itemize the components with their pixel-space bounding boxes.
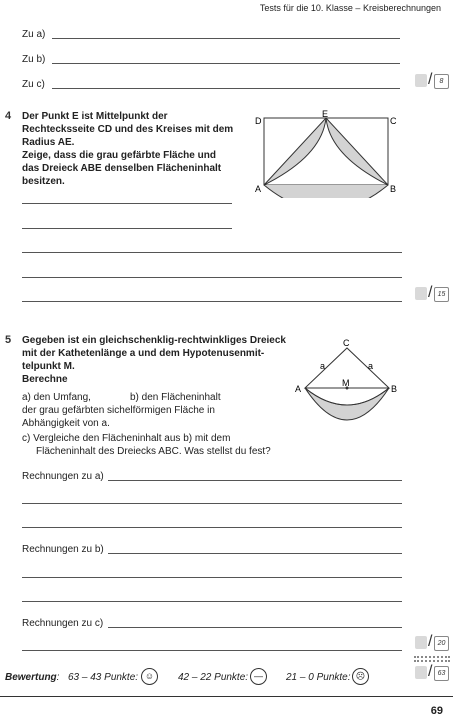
answer-line[interactable] bbox=[22, 277, 402, 278]
answer-line[interactable] bbox=[22, 601, 402, 602]
answer-line[interactable] bbox=[22, 527, 402, 528]
calc-a-label: Rechnungen zu a) bbox=[22, 471, 104, 482]
rating-range-1: 63 – 43 Punkte: bbox=[68, 672, 139, 683]
rating-colon: : bbox=[56, 672, 60, 683]
label-a: A bbox=[255, 184, 262, 194]
label-a: A bbox=[295, 384, 302, 394]
answer-line[interactable] bbox=[52, 38, 400, 39]
label-c: C bbox=[390, 116, 397, 126]
answer-line[interactable] bbox=[22, 252, 402, 253]
zu-a-label: Zu a) bbox=[22, 29, 46, 40]
calc-b-label: Rechnungen zu b) bbox=[22, 544, 104, 555]
points-max: 20 bbox=[434, 636, 449, 651]
neutral-smiley-icon: — bbox=[250, 668, 267, 685]
score-box[interactable] bbox=[415, 287, 427, 300]
score-slash: / bbox=[428, 663, 433, 680]
page-number: 69 bbox=[430, 705, 443, 717]
answer-line[interactable] bbox=[22, 650, 402, 651]
answer-line[interactable] bbox=[108, 553, 402, 554]
label-b: B bbox=[390, 184, 397, 194]
score-slash: / bbox=[428, 71, 433, 88]
label-b: B bbox=[391, 384, 398, 394]
rating-range-2: 42 – 22 Punkte: bbox=[178, 672, 249, 683]
answer-line[interactable] bbox=[22, 577, 402, 578]
label-a-right: a bbox=[368, 361, 374, 371]
answer-line[interactable] bbox=[22, 503, 402, 504]
total-separator bbox=[414, 656, 450, 658]
task5-part-c-2: Flächeninhalt des Dreiecks ABC. Was stellst du fest? bbox=[36, 446, 271, 457]
task4-line-5: das Dreieck ABE denselben Flächeninhalt bbox=[22, 163, 222, 174]
task5-ab-line-3: Abhängigkeit von a. bbox=[22, 418, 110, 429]
sad-smiley-icon: ☹ bbox=[352, 668, 369, 685]
label-e: E bbox=[322, 109, 329, 119]
happy-smiley-icon: ☺ bbox=[141, 668, 158, 685]
score-box[interactable] bbox=[415, 666, 427, 679]
answer-line[interactable] bbox=[52, 63, 400, 64]
rating-row bbox=[5, 671, 59, 684]
task-number: 4 bbox=[5, 110, 12, 122]
task4-line-2: Rechtecksseite CD und des Kreises mit dem bbox=[22, 124, 234, 135]
label-m: M bbox=[342, 378, 350, 388]
header-title: Tests für die 10. Klasse – Kreisberechnungen bbox=[259, 3, 441, 13]
task4-line-3: Radius AE. bbox=[22, 137, 75, 148]
task5-ab-line-2: der grau gefärbten sichelförmigen Fläche in bbox=[22, 405, 215, 416]
rating-label: Bewertung bbox=[5, 672, 57, 683]
zu-b-label: Zu b) bbox=[22, 54, 46, 65]
score-slash: / bbox=[428, 284, 433, 301]
points-max: 8 bbox=[434, 74, 449, 89]
score-box[interactable] bbox=[415, 636, 427, 649]
task5-part-c-1: c) Vergleiche den Flächeninhalt aus b) mit dem bbox=[22, 433, 231, 444]
points-max: 15 bbox=[434, 287, 449, 302]
answer-line[interactable] bbox=[108, 480, 402, 481]
label-a-left: a bbox=[320, 361, 326, 371]
calc-c-label: Rechnungen zu c) bbox=[22, 618, 104, 629]
task5-part-b: b) den Flächeninhalt bbox=[130, 392, 221, 403]
zu-c-label: Zu c) bbox=[22, 79, 45, 90]
task5-line-3: telpunkt M. bbox=[22, 361, 75, 372]
task5-part-a: a) den Umfang, bbox=[22, 392, 91, 403]
total-separator bbox=[414, 660, 450, 662]
rectangle-figure bbox=[250, 108, 410, 198]
label-d: D bbox=[255, 116, 262, 126]
answer-line[interactable] bbox=[108, 627, 402, 628]
score-box[interactable] bbox=[415, 74, 427, 87]
points-total: 63 bbox=[434, 666, 449, 681]
label-c: C bbox=[343, 338, 350, 348]
task-number: 5 bbox=[5, 334, 12, 346]
answer-line[interactable] bbox=[22, 203, 232, 204]
answer-line[interactable] bbox=[52, 88, 400, 89]
task5-line-2: mit der Kathetenlänge a und dem Hypotenusenmit- bbox=[22, 348, 265, 359]
task5-line-1: Gegeben ist ein gleichschenklig-rechtwinkliges Dreieck bbox=[22, 335, 286, 346]
score-slash: / bbox=[428, 633, 433, 650]
answer-line[interactable] bbox=[22, 301, 402, 302]
triangle-figure bbox=[292, 336, 404, 436]
task4-line-6: besitzen. bbox=[22, 176, 65, 187]
rating-range-3: 21 – 0 Punkte: bbox=[286, 672, 351, 683]
task4-line-1: Der Punkt E ist Mittelpunkt der bbox=[22, 111, 168, 122]
task5-line-4: Berechne bbox=[22, 374, 68, 385]
answer-line[interactable] bbox=[22, 228, 232, 229]
task4-line-4: Zeige, dass die grau gefärbte Fläche und bbox=[22, 150, 216, 161]
footer-rule bbox=[0, 696, 453, 697]
